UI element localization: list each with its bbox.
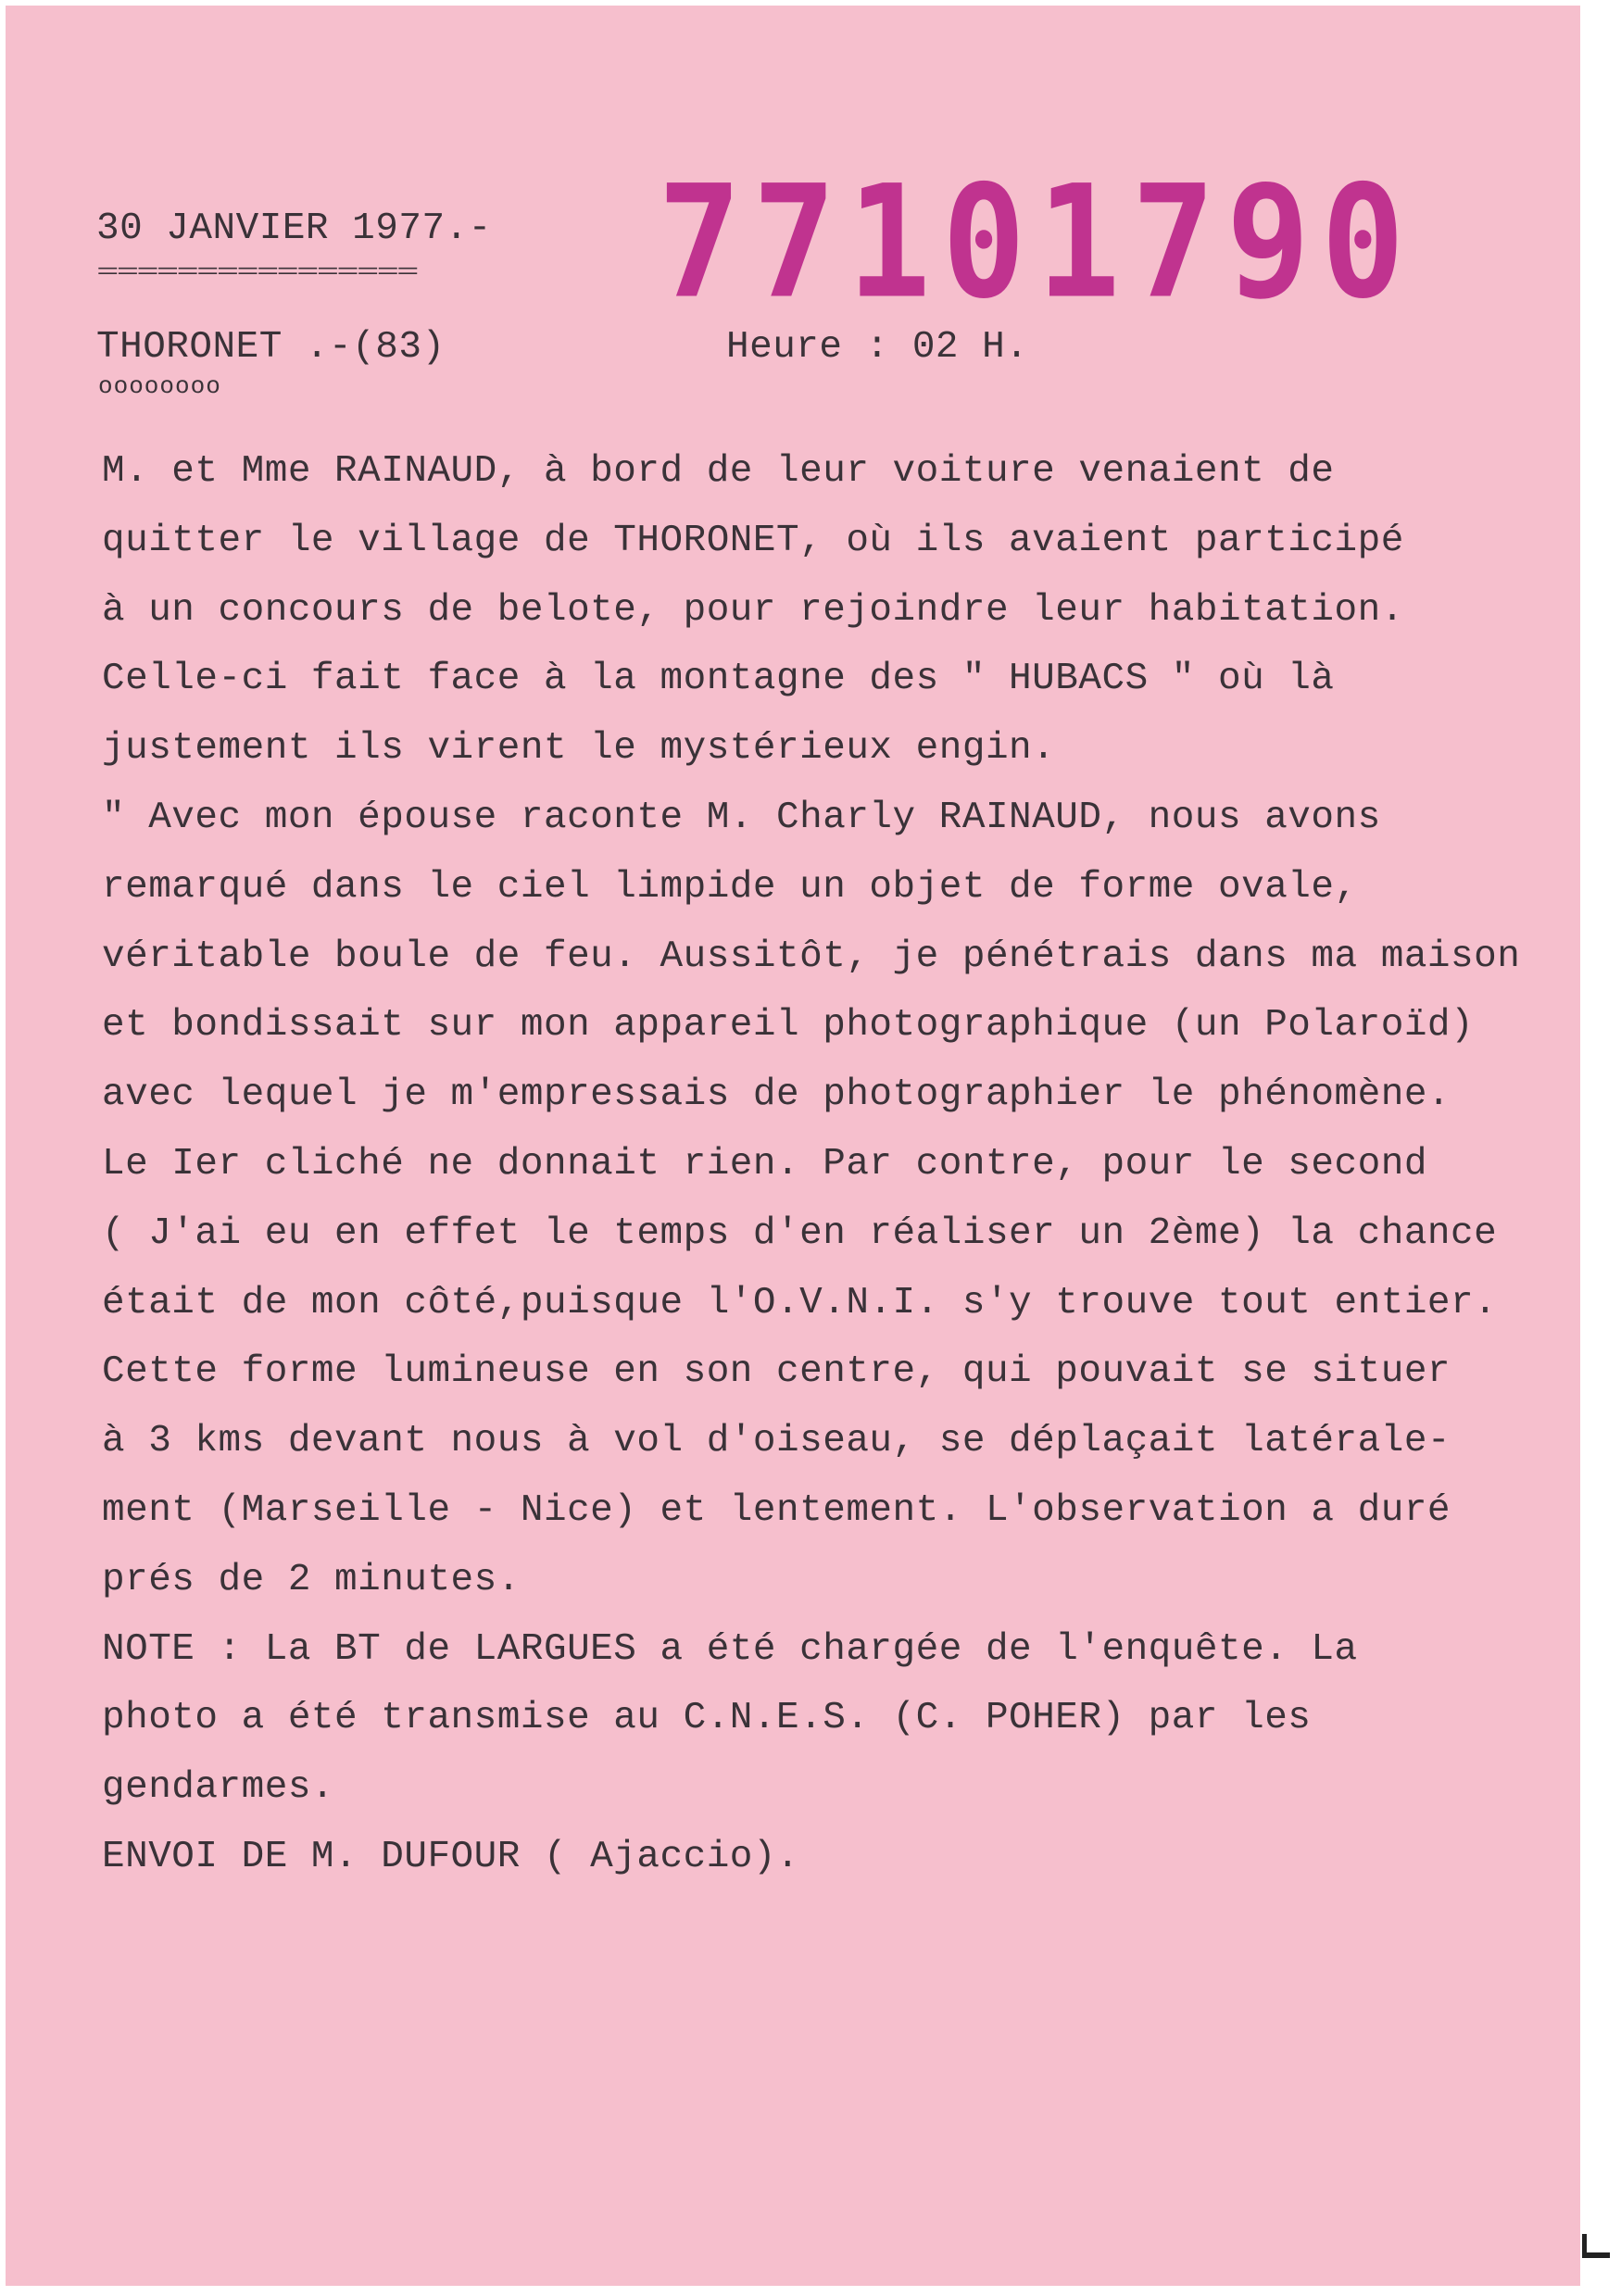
place-underline: oooooooo xyxy=(98,372,221,400)
scan-corner-mark-vertical xyxy=(1582,2234,1587,2258)
body-line: et bondissait sur mon appareil photographique (un Polaroïd) xyxy=(102,1004,1475,1048)
case-number-stamp: 77101790 xyxy=(658,153,1416,333)
note-line: gendarmes. xyxy=(102,1766,335,1810)
body-line: ( J'ai eu en effet le temps d'en réaliser un 2ème) la chance xyxy=(102,1211,1498,1255)
body-line: avec lequel je m'empressais de photographier le phénomène. xyxy=(102,1073,1451,1117)
note-line: NOTE : La BT de LARGUES a été chargée de l'enquête. La xyxy=(102,1627,1358,1671)
body-line: Celle-ci fait face à la montagne des " HUBACS " où là xyxy=(102,658,1335,701)
body-line: à 3 kms devant nous à vol d'oiseau, se déplaçait latérale- xyxy=(102,1420,1451,1463)
report-date: 30 JANVIER 1977.- xyxy=(96,207,492,250)
report-body xyxy=(102,437,1584,1892)
body-line: remarqué dans le ciel limpide un objet de forme ovale, xyxy=(102,865,1358,909)
body-line: à un concours de belote, pour rejoindre leur habitation. xyxy=(102,588,1404,632)
date-underline: ================ xyxy=(96,261,417,285)
sender-line: ENVOI DE M. DUFOUR ( Ajaccio). xyxy=(102,1835,800,1878)
body-line: M. et Mme RAINAUD, à bord de leur voiture venaient de xyxy=(102,450,1335,493)
body-line: " Avec mon épouse raconte M. Charly RAINAUD, nous avons xyxy=(102,796,1381,839)
body-line: était de mon côté,puisque l'O.V.N.I. s'y trouve tout entier. xyxy=(102,1281,1498,1324)
note-line: photo a été transmise au C.N.E.S. (C. POHER) par les xyxy=(102,1697,1312,1740)
body-line: quitter le village de THORONET, où ils avaient participé xyxy=(102,519,1404,562)
body-line: véritable boule de feu. Aussitôt, je pénétrais dans ma maison xyxy=(102,935,1521,978)
body-line: Cette forme lumineuse en son centre, qui pouvait se situer xyxy=(102,1350,1451,1394)
report-place: THORONET .-(83) xyxy=(96,326,446,369)
body-line: Le Ier cliché ne donnait rien. Par contre, pour le second xyxy=(102,1142,1427,1186)
body-line: justement ils virent le mystérieux engin. xyxy=(102,727,1056,771)
body-line: prés de 2 minutes. xyxy=(102,1558,521,1601)
report-time: Heure : 02 H. xyxy=(726,326,1029,369)
body-line: ment (Marseille - Nice) et lentement. L'observation a duré xyxy=(102,1488,1451,1532)
scan-margin xyxy=(1580,0,1621,2296)
